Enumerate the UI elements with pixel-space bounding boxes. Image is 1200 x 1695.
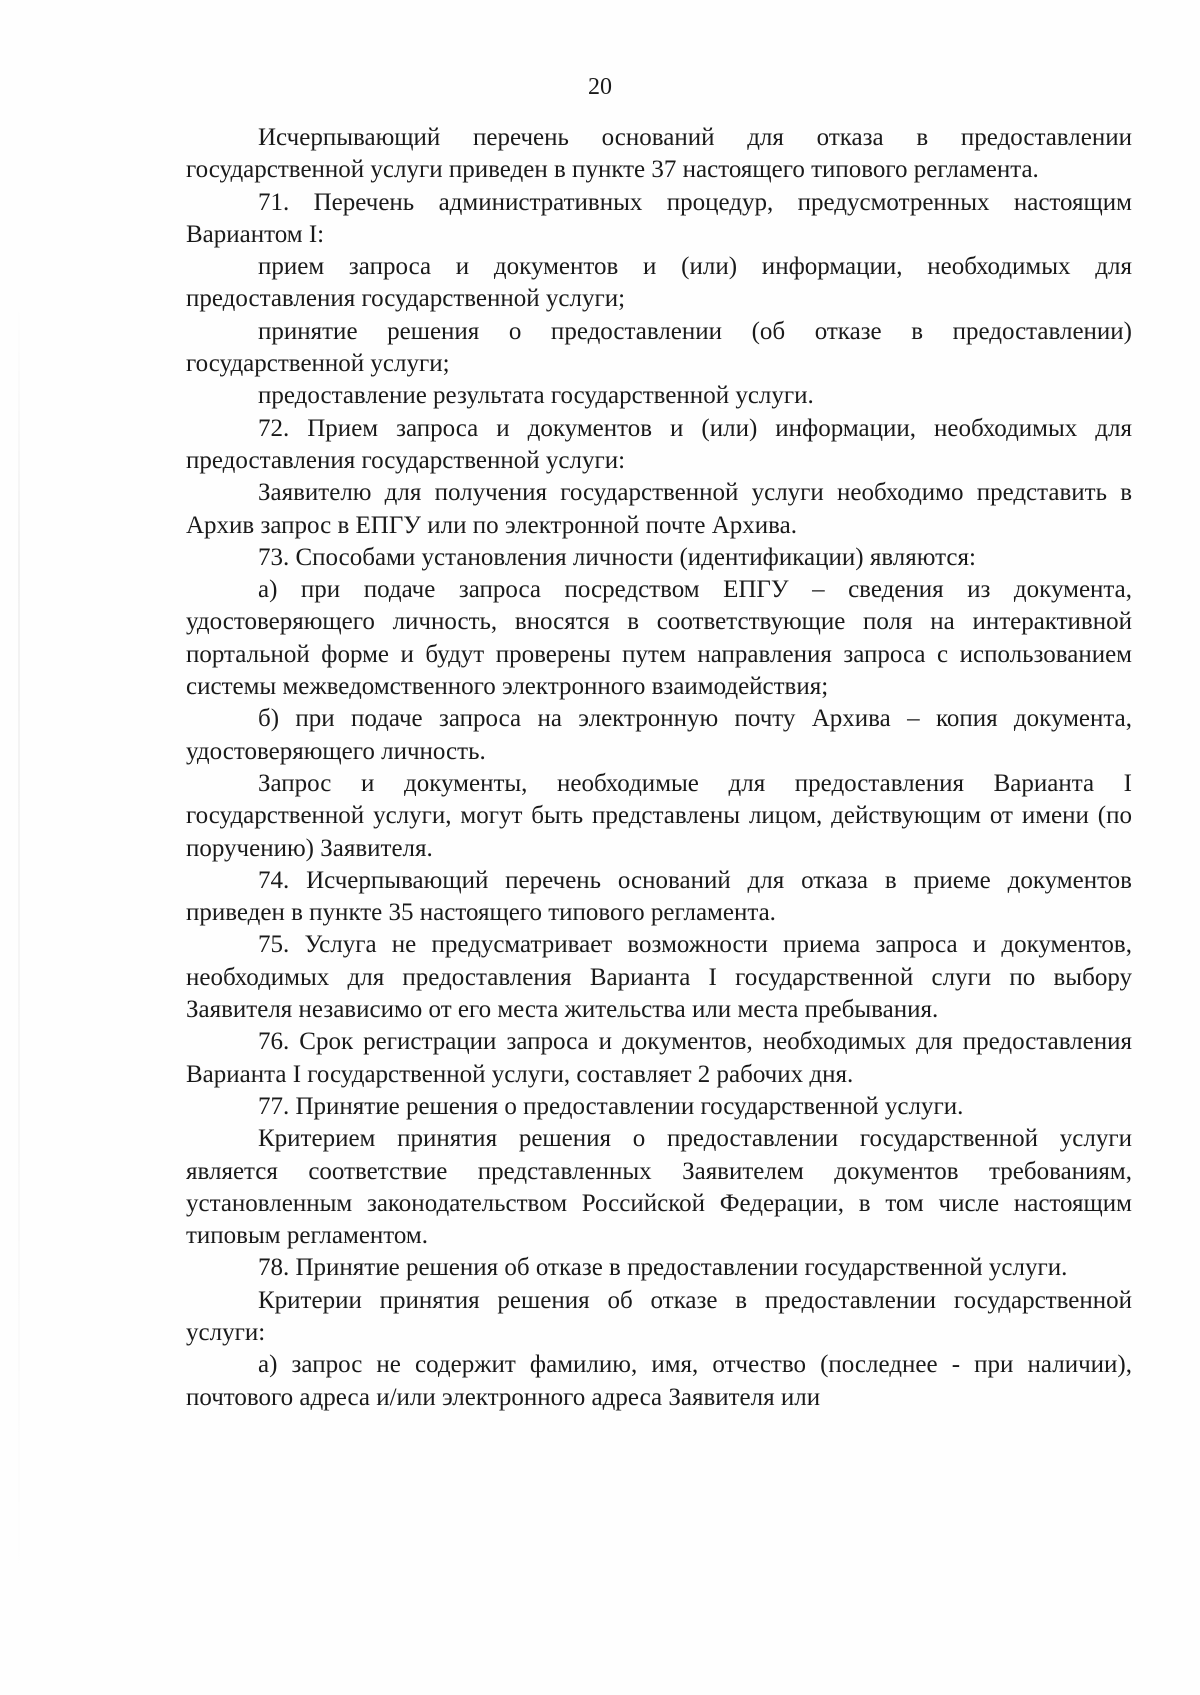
list-item-73a: а) при подаче запроса посредством ЕПГУ – сведения из документа, удостоверяющего личность, вносятся в соответствующие поля на интерактивной портальной форме и будут проверены путем направления запроса с использованием системы межведомственного электронного взаимодействия; [186, 576, 1132, 701]
paragraph-applicant-submission: Заявителю для получения государственной услуги необходимо представить в Архив запрос в ЕПГУ или по электронной почте Архива. [186, 479, 1132, 539]
paragraph-refusal-grounds: Исчерпывающий перечень оснований для отказа в предоставлении государственной услуги приведен в пункте 37 настоящего типового регламента. [186, 124, 1132, 184]
page-number: 20 [588, 74, 612, 100]
paragraph-75: 75. Услуга не предусматривает возможности приема запроса и документов, необходимых для предоставления Варианта I государственной слуги по выбору Заявителя независимо от его места жительства или места пребывания. [186, 931, 1132, 1024]
paragraph-refusal-criteria: Критерии принятия решения об отказе в предоставлении государственной услуги: [186, 1286, 1132, 1346]
list-item-78a: а) запрос не содержит фамилию, имя, отчество (последнее - при наличии), почтового адреса и/или электронного адреса Заявителя или [186, 1351, 1132, 1411]
paragraph-77: 77. Принятие решения о предоставлении государственной услуги. [258, 1092, 964, 1120]
paragraph-74: 74. Исчерпывающий перечень оснований для отказа в приеме документов приведен в пункте 35 настоящего типового регламента. [186, 866, 1132, 927]
paragraph-76: 76. Срок регистрации запроса и документов, необходимых для предоставления Варианта I государственной услуги, составляет 2 рабочих дня. [186, 1028, 1132, 1088]
paragraph-72: 72. Прием запроса и документов и (или) информации, необходимых для предоставления государственной услуги: [186, 414, 1132, 474]
paragraph-71: 71. Перечень административных процедур, предусмотренных настоящим Вариантом I: [186, 188, 1132, 248]
paragraph-73: 73. Способами установления личности (идентификации) являются: [258, 543, 976, 571]
list-item-decision: принятие решения о предоставлении (об отказе в предоставлении) государственной услуги; [186, 317, 1132, 378]
paragraph-78: 78. Принятие решения об отказе в предоставлении государственной услуги. [258, 1254, 1068, 1282]
list-item-result: предоставление результата государственной услуги. [258, 382, 814, 410]
document-body [186, 122, 1132, 1414]
paragraph-decision-criterion: Критерием принятия решения о предоставлении государственной услуги является соответствие представленных Заявителем документов требованиям, установленным законодательством Российской Федерации, в том числе настоящим типовым регламентом. [186, 1125, 1132, 1250]
list-item-73b: б) при подаче запроса на электронную почту Архива – копия документа, удостоверяющего личность. [186, 705, 1132, 765]
scan-edge-shadow [18, 300, 20, 1600]
paragraph-representative: Запрос и документы, необходимые для предоставления Варианта I государственной услуги, могут быть представлены лицом, действующим от имени (по поручению) Заявителя. [186, 769, 1132, 862]
list-item-request-intake: прием запроса и документов и (или) информации, необходимых для предоставления государственной услуги; [186, 253, 1132, 313]
